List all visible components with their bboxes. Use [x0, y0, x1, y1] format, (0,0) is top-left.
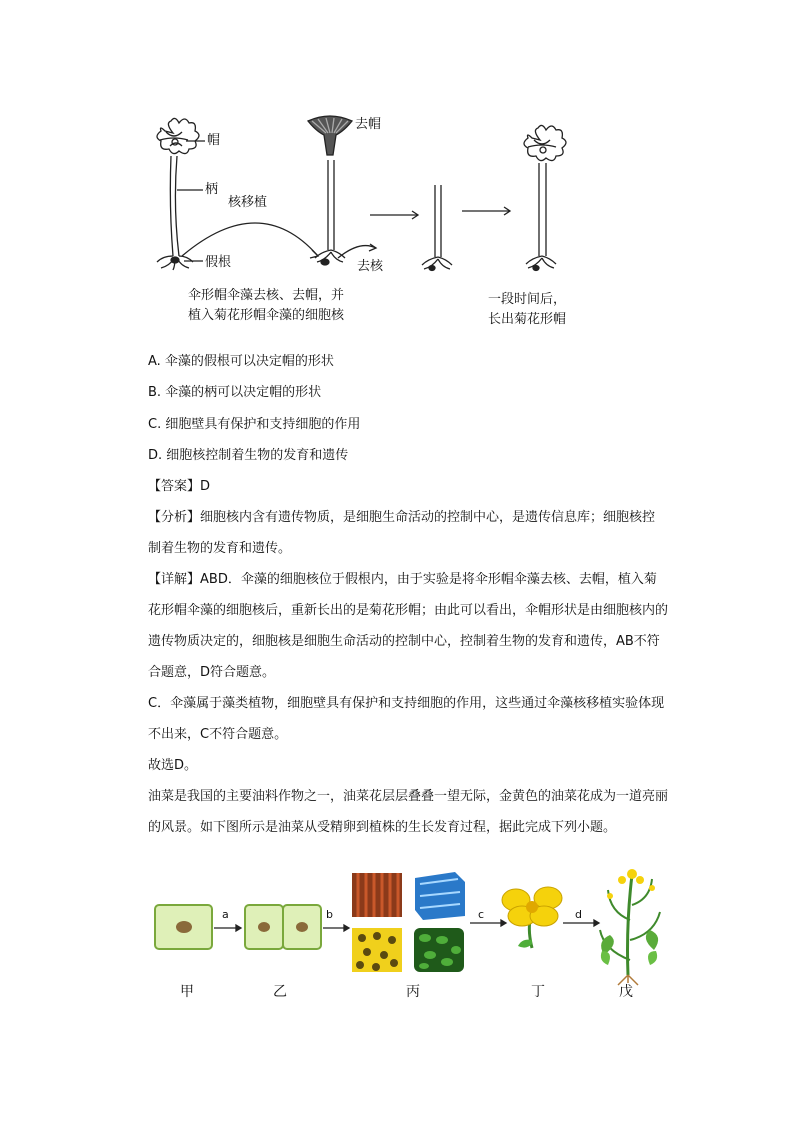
label-stalk: 柄 — [205, 182, 219, 197]
analysis-tag: 【分析】 — [148, 510, 201, 525]
arrow-b-label: b — [326, 908, 333, 921]
label-remove-nucleus: 去核 — [357, 259, 384, 274]
rapeseed-flower — [502, 887, 562, 948]
stage-wu: 戊 — [619, 984, 633, 1000]
intro-paragraph: 油菜是我国的主要油料作物之一，油菜花层层叠叠一望无际，金黄色的油菜花成为一道亮丽的风景。如下图所示是油菜从受精卵到植株的生长发育过程，据此完成下列小题。 — [148, 789, 669, 835]
caption-left-line1: 伞形帽伞藻去核、去帽，并 — [188, 288, 345, 303]
option-b: B. 伞藻的柄可以决定帽的形状 — [148, 385, 322, 400]
conclusion: 故选D。 — [148, 758, 198, 773]
option-c: C. 细胞壁具有保护和支持细胞的作用 — [148, 417, 361, 432]
label-remove-cap: 去帽 — [355, 117, 382, 132]
caption-right-line2: 长出菊花形帽 — [488, 312, 567, 327]
cell-single — [155, 905, 212, 949]
tissue-group — [352, 872, 465, 972]
arrow-a-label: a — [222, 908, 229, 921]
answer-tag: 【答案】 — [148, 479, 201, 494]
arrow-d-label: d — [575, 908, 582, 921]
cell-pair — [245, 905, 321, 949]
option-a: A. 伞藻的假根可以决定帽的形状 — [148, 354, 334, 369]
detail-c: C．伞藻属于藻类植物，细胞壁具有保护和支持细胞的作用，这些通过伞藻核移植实验体现不出来，C不符合题意。 — [148, 696, 665, 742]
analysis-text: 细胞核内含有遗传物质，是细胞生命活动的控制中心，是遗传信息库；细胞核控制着生物的发育和遗传。 — [148, 510, 656, 556]
nutritive-tissue — [352, 928, 402, 972]
label-transplant: 核移植 — [228, 195, 268, 210]
label-rhizoid: 假根 — [205, 255, 232, 270]
detail-text: ABD．伞藻的细胞核位于假根内，由于实验是将伞形帽伞藻去核、去帽，植入菊花形帽伞藻的细胞核后，重新长出的是菊花形帽；由此可以看出，伞帽形状是由细胞核内的遗传物质决定的，细胞核是细胞生命活动的控制中心，控制着生物的发育和遗传，AB不符合题意，D符合题意。 — [148, 572, 669, 680]
stage-yi: 乙 — [273, 984, 287, 1000]
muscle-tissue — [352, 873, 402, 917]
arrow-c-label: c — [478, 908, 485, 921]
option-d: D. 细胞核控制着生物的发育和遗传 — [148, 448, 349, 463]
photosynthetic-tissue — [414, 928, 464, 972]
stage-bing: 丙 — [406, 984, 420, 1000]
stage-ding: 丁 — [531, 984, 545, 1000]
stage-jia: 甲 — [180, 984, 194, 1000]
epidermal-tissue — [415, 872, 465, 920]
answer-value: D — [200, 479, 211, 494]
rapeseed-plant — [600, 869, 660, 985]
label-cap: 帽 — [207, 133, 221, 148]
detail-tag: 【详解】 — [148, 572, 201, 587]
caption-left-line2: 植入菊花形帽伞藻的细胞核 — [188, 308, 345, 323]
caption-right-line1: 一段时间后， — [488, 292, 567, 307]
